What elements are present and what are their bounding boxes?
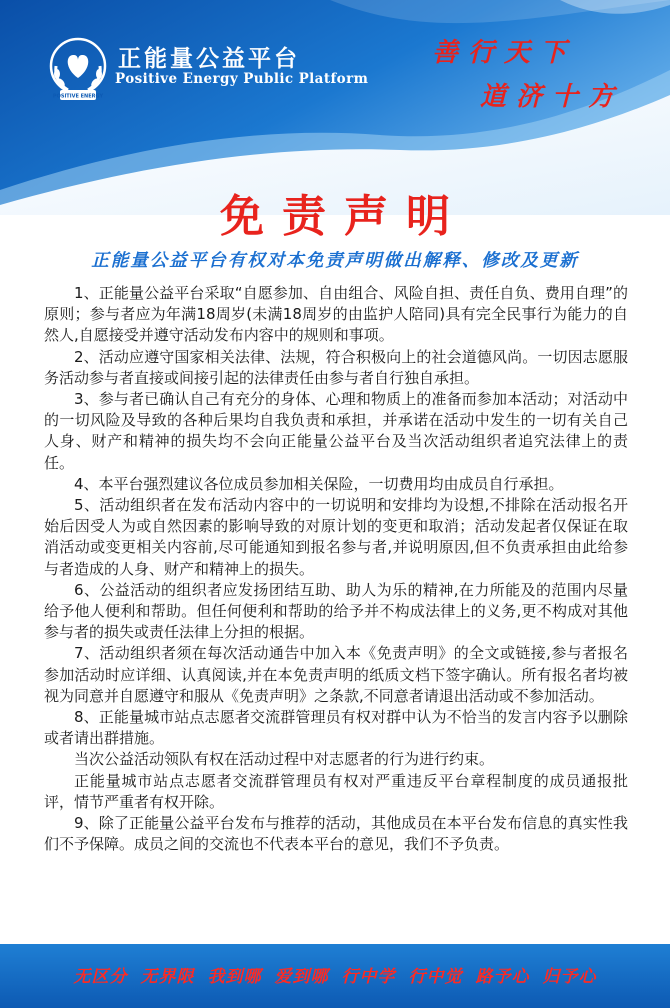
clause-7: 7、活动组织者须在每次活动通告中加入本《免责声明》的全文或链接,参与者报名参加活动时应详细、认真阅读,并在本免责声明的纸质文档下签字确认。所有报名者均被视为同意并自愿遵守和服从《免责声明》之条款,不同意者请退出活动或不参加活动。 bbox=[44, 644, 628, 705]
clause-8: 8、正能量城市站点志愿者交流群管理员有权对群中认为不恰当的发言内容予以删除或者请出群措施。 bbox=[44, 708, 628, 748]
disclaimer-body bbox=[44, 283, 628, 855]
slogan-line-1: 善行天下 bbox=[432, 38, 577, 68]
footer-slogan: 无界限 bbox=[140, 967, 195, 987]
page-title: 免责声明 bbox=[220, 191, 468, 242]
platform-name: 正能量公益平台 bbox=[118, 46, 300, 72]
clause-8-leader-note: 当次公益活动领队有权在活动过程中对志愿者的行为进行约束。 bbox=[74, 750, 495, 769]
heart-laurel-logo-icon bbox=[44, 36, 112, 102]
logo-caption: POSITIVE ENERGY bbox=[52, 93, 104, 100]
page-subtitle: 正能量公益平台有权对本免责声明做出解释、修改及更新 bbox=[91, 251, 579, 271]
clause-2: 2、活动应遵守国家相关法律、法规，符合积极向上的社会道德风尚。一切因志愿服务活动参与者直接或间接引起的法律责任由参与者自行独自承担。 bbox=[44, 347, 628, 387]
clause-4: 4、本平台强烈建议各位成员参加相关保险，一切费用均由成员自行承担。 bbox=[74, 474, 564, 493]
slogan-line-2: 道济十方 bbox=[480, 82, 625, 112]
footer-slogan: 行中觉 bbox=[408, 967, 463, 987]
footer-slogan: 归予心 bbox=[542, 967, 597, 987]
footer-slogan: 行中学 bbox=[341, 967, 396, 987]
footer-banner bbox=[0, 944, 670, 1008]
clause-8-admin-note: 正能量城市站点志愿者交流群管理员有权对严重违反平台章程制度的成员通报批评，情节严重者有权开除。 bbox=[44, 771, 628, 811]
clause-5: 5、活动组织者在发布活动内容中的一切说明和安排均为设想,不排除在活动报名开始后因受人为或自然因素的影响导致的对原计划的变更和取消；活动发起者仅保证在取消活动或变更相关内容前,尽可能通知到报名参与者,并说明原因,但不负责承担由此给参与者造成的人身、财产和精神上的损失。 bbox=[44, 496, 628, 578]
footer-slogan: 爱到哪 bbox=[274, 967, 329, 987]
clause-6: 6、公益活动的组织者应发扬团结互助、助人为乐的精神,在力所能及的范围内尽量给予他人便利和帮助。但任何便利和帮助的给予并不构成法律上的义务,更不构成对其他参与者的损失或责任法律上分担的根据。 bbox=[44, 580, 628, 642]
clause-9: 9、除了正能量公益平台发布与推荐的活动，其他成员在本平台发布信息的真实性我们不予保障。成员之间的交流也不代表本平台的意见，我们不予负责。 bbox=[44, 814, 628, 854]
footer-slogan: 我到哪 bbox=[207, 967, 262, 987]
platform-english-name: Positive Energy Public Platform bbox=[115, 71, 369, 87]
footer-slogans bbox=[0, 962, 670, 987]
clause-3: 3、参与者已确认自己有充分的身体、心理和物质上的准备而参加本活动；对活动中的一切风险及导致的各种后果均自我负责和承担，并承诺在活动中发生的一切有关自己人身、财产和精神的损失均不会向正能量公益平台及当次活动组织者追究法律上的责任。 bbox=[44, 390, 628, 472]
clause-1: 1、正能量公益平台采取“自愿参加、自由组合、风险自担、责任自负、费用自理”的原则；参与者应为年满18周岁(未满18周岁的由监护人陪同)具有完全民事行为能力的自然人,自愿接受并遵守活动发布内容中的规则和事项。 bbox=[44, 284, 628, 345]
footer-slogan: 无区分 bbox=[73, 967, 128, 987]
footer-slogan: 路予心 bbox=[475, 967, 530, 987]
